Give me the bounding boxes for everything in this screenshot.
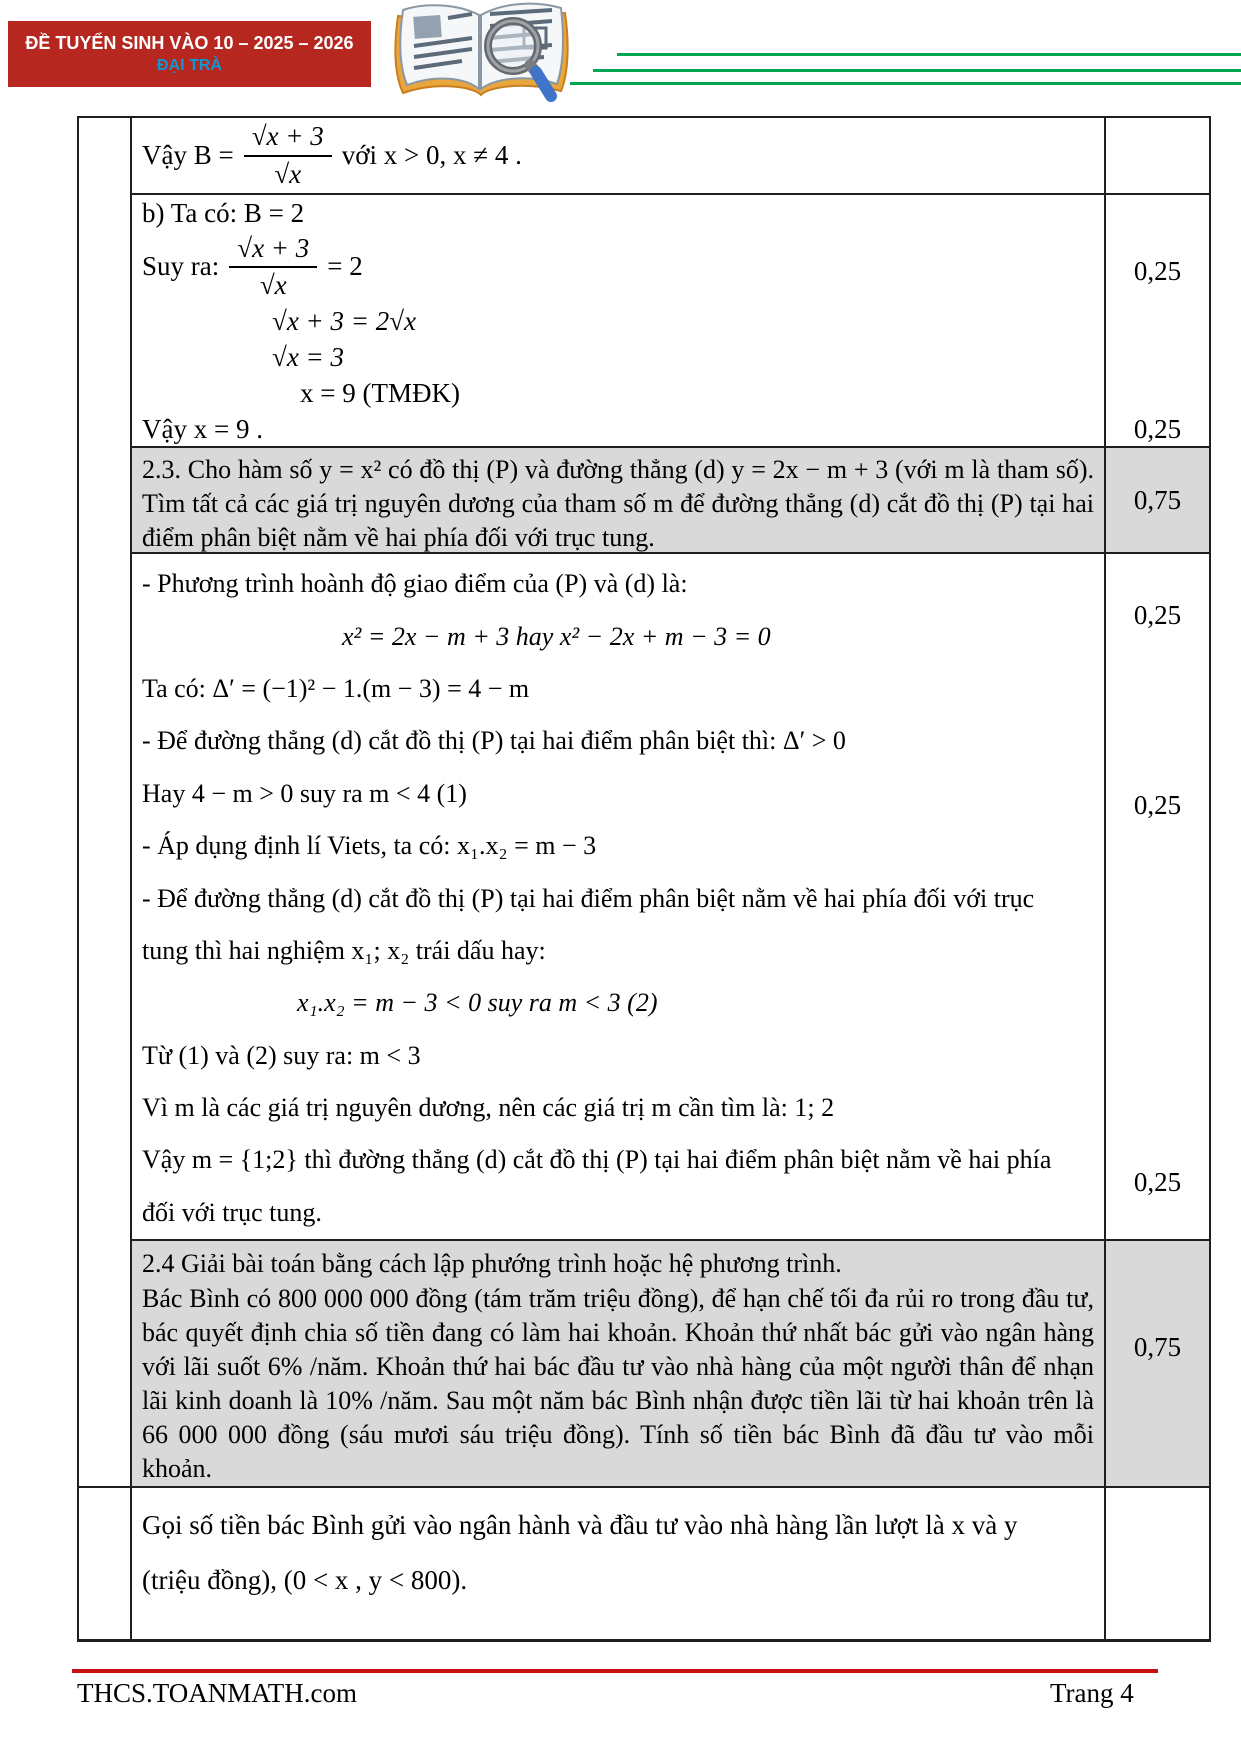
answer-table <box>77 116 1211 1642</box>
solution-line: Gọi số tiền bác Bình gửi vào ngân hành và đầu tư vào nhà hàng lần lượt là x và y <box>142 1510 1018 1540</box>
solution-line: Hay 4 − m > 0 suy ra m < 4 (1) <box>142 778 467 808</box>
decorative-green-line-2 <box>593 69 1241 72</box>
points-value: 0,75 <box>1133 1332 1182 1362</box>
row-question-2-3 <box>132 448 1106 554</box>
solution-line: - Phương trình hoành độ giao điểm của (P) và (d) là: <box>142 569 688 599</box>
solution-line: - Áp dụng định lí Viets, ta có: x₁.x₂ = m − 3 <box>142 831 597 861</box>
decorative-green-line-1 <box>617 53 1241 56</box>
solution-line: Vì m là các giá trị nguyên dương, nên các giá trị m cần tìm là: 1; 2 <box>142 1093 835 1123</box>
footer-site-name: THCS.TOANMATH.com <box>77 1678 358 1708</box>
row-solution-2-4 <box>132 1488 1106 1639</box>
equation-x-equals-9: x = 9 (TMĐK) <box>300 378 460 409</box>
solution-line: - Để đường thẳng (d) cắt đồ thị (P) tại hai điểm phân biệt thì: Δ′ > 0 <box>142 726 846 756</box>
question-2-4-title: 2.4 Giải bài toán bằng cách lập phướng trình hoặc hệ phương trình. <box>142 1249 842 1278</box>
exam-title: ĐỀ TUYỂN SINH VÀO 10 – 2025 – 2026 <box>25 33 354 53</box>
solution-line: tung thì hai nghiệm x₁; x₂ trái dấu hay: <box>142 935 546 965</box>
points-cell-empty <box>1106 118 1209 195</box>
footer-page-number: Trang 4 <box>1050 1678 1134 1708</box>
points-value: 0,25 <box>1133 790 1182 820</box>
solution-equation: x₁.x₂ = m − 3 < 0 suy ra m < 3 (2) <box>297 988 658 1018</box>
equation-sqrtx-plus-3: √x + 3 = 2√x <box>272 305 417 336</box>
row-part-b-solution <box>132 195 1106 448</box>
points-cell-2-3 <box>1106 448 1209 554</box>
solution-line: - Để đường thẳng (d) cắt đồ thị (P) tại hai điểm phân biệt nằm về hai phía đối với trục <box>142 883 1035 913</box>
points-value: 0,25 <box>1133 1167 1182 1197</box>
points-value: 0,25 <box>1133 256 1182 286</box>
decorative-green-line-3 <box>570 82 1241 85</box>
equation-sqrtx-equals-3: √x = 3 <box>272 341 345 372</box>
points-value: 0,25 <box>1133 414 1182 444</box>
points-value: 0,75 <box>1133 484 1182 515</box>
solution-line: Vậy m = {1;2} thì đường thẳng (d) cắt đồ thị (P) tại hai điểm phân biệt nằm về hai phía <box>142 1145 1052 1175</box>
question-number-column <box>79 118 132 1488</box>
conclusion-x-equals-9: Vậy x = 9 . <box>142 413 263 444</box>
solution-line: đối với trục tung. <box>142 1197 322 1227</box>
points-cell-empty <box>1106 1488 1209 1639</box>
line-b-ta-co: b) Ta có: B = 2 <box>142 198 305 229</box>
footer-divider-rule <box>72 1669 1158 1673</box>
row-solution-2-3 <box>132 554 1106 1241</box>
points-value: 0,25 <box>1133 600 1182 630</box>
row-question-2-4 <box>132 1241 1106 1488</box>
points-cell-2-4 <box>1106 1241 1209 1488</box>
solution-line: (triệu đồng), (0 < x , y < 800). <box>142 1565 468 1595</box>
fraction-sqrtx-plus-3-over-sqrtx: $\frac{√x + 3}{√x}$ <box>244 121 332 189</box>
row-conclusion-B <box>132 118 1106 195</box>
question-number-column-bottom <box>79 1488 132 1639</box>
solution-equation: x² = 2x − m + 3 hay x² − 2x + m − 3 = 0 <box>342 621 771 651</box>
line-suy-ra: Suy ra: $\frac{√x + 3}{√x}$ = 2 <box>142 232 363 300</box>
header-banner <box>8 21 371 87</box>
text-condition-x: với x > 0, x ≠ 4 . <box>341 140 522 170</box>
open-book-magnifier-icon <box>384 0 580 104</box>
question-2-3-text: 2.3. Cho hàm số y = x² có đồ thị (P) và đường thẳng (d) y = 2x − m + 3 (với m là tham số). Tìm tất cả các giá trị nguyên dương của tham số m để đường thẳng (d) cắt đồ thị (P) tại hai điểm phân biệt nằm về hai phía đối với trục tung. <box>142 455 1094 552</box>
exam-subtitle: ĐẠI TRÀ <box>157 57 222 74</box>
points-cell-part-b <box>1106 195 1209 448</box>
text-vay-B: Vậy B = <box>142 140 234 170</box>
solution-line: Từ (1) và (2) suy ra: m < 3 <box>142 1040 421 1070</box>
question-2-4-body: Bác Bình có 800 000 000 đồng (tám trăm triệu đồng), để hạn chế tối đa rủi ro trong đầu tư, bác quyết định chia số tiền đang có làm hai khoản. Khoản thứ nhất bác gửi vào ngân hàng với lãi suốt 6% /năm. Khoản thứ hai bác đầu tư vào nhà hàng của một người thân để nhạn lãi kinh doanh là 10% /năm. Sau một năm bác Bình nhận được tiền lãi từ hai khoản trên là 66 000 000 đồng (sáu mươi sáu triệu đồng). Tính số tiền bác Bình đã đầu tư vào mỗi khoản. <box>142 1284 1094 1483</box>
solution-line: Ta có: Δ′ = (−1)² − 1.(m − 3) = 4 − m <box>142 673 530 703</box>
points-cell-solution-2-3 <box>1106 554 1209 1241</box>
fraction-sqrtx-plus-3-over-sqrtx: $\frac{√x + 3}{√x}$ <box>229 233 317 301</box>
